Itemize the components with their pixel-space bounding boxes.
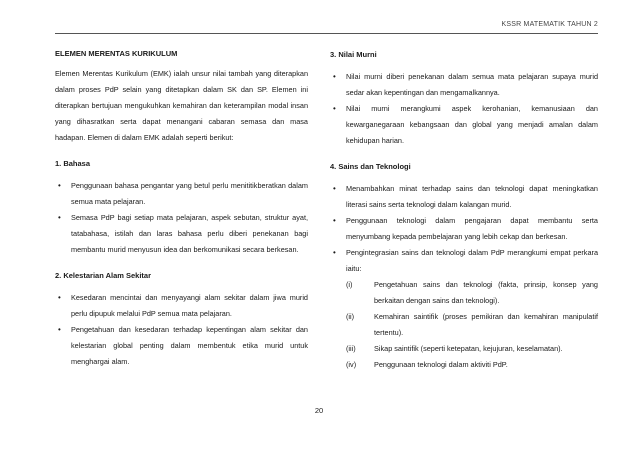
list-item: • Nilai murni merangkumi aspek kerohanian, kemanusiaan dan kewarganegaraan kebangsaan dan global yang menjadi amalan dalam kehidupan harian. [330, 101, 598, 149]
list-item: • Semasa PdP bagi setiap mata pelajaran, aspek sebutan, struktur ayat, tatabahasa, istilah dan laras bahasa perlu diberi penekanan bagi membantu murid menyusun idea dan berkomunikasi secara berkesan. [55, 210, 308, 258]
sub-item-text: Penggunaan teknologi dalam aktiviti PdP. [374, 360, 508, 369]
sub-item-number: (iv) [346, 360, 357, 369]
sains-teknologi-list [330, 181, 598, 373]
sub-list [346, 277, 598, 373]
bahasa-list [55, 178, 308, 258]
sub-item-number: (i) [346, 280, 353, 289]
sub-item-text: Kemahiran saintifik (proses pemikiran dan kemahiran manipulatif tertentu). [374, 312, 598, 337]
running-header: KSSR MATEMATIK TAHUN 2 [501, 21, 598, 28]
list-item: • Penggunaan bahasa pengantar yang betul perlu menititikberatkan dalam semua mata pelajaran. [55, 178, 308, 210]
sub-list-item [346, 277, 598, 309]
list-item: • Nilai murni diberi penekanan dalam semua mata pelajaran supaya murid sedar akan kepentingan dan mengamalkannya. [330, 69, 598, 101]
kelestarian-list [55, 290, 308, 370]
sub-list-item [346, 341, 598, 357]
list-item-text: Pengintegrasian sains dan teknologi dalam PdP merangkumi empat perkara iaitu: [346, 248, 598, 273]
sub-item-number: (ii) [346, 312, 355, 321]
page-number: 20 [314, 406, 324, 415]
section-title-nilai-murni: 3. Nilai Murni [330, 50, 377, 59]
list-item: • Menambahkan minat terhadap sains dan teknologi dapat meningkatkan literasi sains serta teknologi dalam kalangan murid. [330, 181, 598, 213]
intro-paragraph: Elemen Merentas Kurikulum (EMK) ialah unsur nilai tambah yang diterapkan dalam proses PdP selain yang ditetapkan dalam SK dan SP. Elemen ini diterapkan bertujuan mengukuhkan kemahiran dan keterampilan modal insan yang dihasratkan serta dapat menangani cabaran semasa dan masa hadapan. Elemen di dalam EMK adalah seperti berikut: [55, 69, 308, 142]
section-title-kelestarian: 2. Kelestarian Alam Sekitar [55, 271, 152, 280]
right-column [330, 47, 598, 373]
sub-item-text: Pengetahuan sains dan teknologi (fakta, prinsip, konsep yang berkaitan dengan sains dan teknologi). [374, 280, 598, 305]
sub-list-item [346, 309, 598, 341]
left-column [55, 47, 308, 370]
sub-list-item [346, 357, 598, 373]
section-title-bahasa: 1. Bahasa [55, 159, 91, 168]
header-divider [55, 33, 598, 34]
nilai-murni-list [330, 69, 598, 149]
list-item [330, 245, 598, 373]
section-title-sains-teknologi: 4. Sains dan Teknologi [330, 162, 411, 171]
list-item: • Kesedaran mencintai dan menyayangi alam sekitar dalam jiwa murid perlu dipupuk melalui PdP semua mata pelajaran. [55, 290, 308, 322]
list-item: • Penggunaan teknologi dalam pengajaran dapat membantu serta menyumbang kepada pembelajaran yang lebih cekap dan berkesan. [330, 213, 598, 245]
sub-item-text: Sikap saintifik (seperti ketepatan, kejujuran, keselamatan). [374, 344, 563, 353]
sub-item-number: (iii) [346, 344, 356, 353]
section-heading: ELEMEN MERENTAS KURIKULUM [55, 49, 178, 58]
list-item: • Pengetahuan dan kesedaran terhadap kepentingan alam sekitar dan kelestarian global penting dalam membentuk etika murid untuk menghargai alam. [55, 322, 308, 370]
